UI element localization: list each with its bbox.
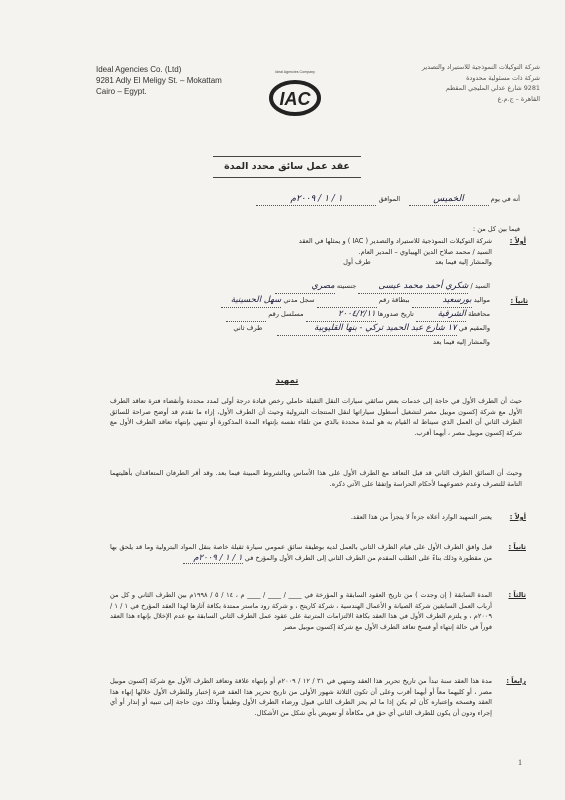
- second-party-block: [135, 280, 490, 349]
- clause-4-text: مدة هذا العقد سنة تبدأ من تاريخ تحرير هذا العقد وتنتهي في ٣١ / ١٢ / ٢٠٠٩م أو بإنتهاء علاقة وتعاقد الطرف الأول مع شركة إكسون موبيل مصر ، أو كليهما معاً أو أيهما أقرب وعلى أن تكون الثلاثة شهور الأولى من تاريخ تحرير هذا العقد فترة إختبار وللطرف الأول خلالها إنهاء هذا العقد وفسخه وإعتباره كأن لم يكن إذا ما لم يحز الطرف الثاني قبول ورضاء الطرف الأول وظيفياً وذلك دون حاجة إلى تنبيه أو إنذار أو أي إجراء ودون أن يكون للطرف الثاني أي حق في مكافأة أو تعويض بأي شكل من الأشكال.: [110, 677, 492, 717]
- gov-value: الشرقية: [416, 308, 466, 322]
- serial-value-blank: [226, 308, 266, 322]
- clause-4-number: رابعاً :: [506, 677, 526, 685]
- record-value: سهل الحسينية: [221, 294, 281, 308]
- intro-line: [150, 194, 520, 206]
- second-party-number: ثانياً :: [510, 297, 528, 305]
- clause-1-number: أولاً :: [509, 513, 526, 521]
- clause-1-text: يعتبر التمهيد الوارد أعلاه جزءاً لا يتجزأ من هذا العقد.: [350, 513, 492, 521]
- first-party-number: أولاً :: [509, 237, 526, 245]
- second-party-address-row: [135, 322, 490, 336]
- clause-2-block: [110, 542, 492, 564]
- issue-label: تاريخ صدورها: [377, 310, 414, 318]
- born-value: بورسعيد: [412, 294, 472, 308]
- first-party-name: شركة التوكيلات النموذجية للاستيراد والتصدير ( IAC ) و يمثلها في العقد: [298, 237, 492, 245]
- day-label: أنه في يوم: [490, 195, 520, 203]
- preamble-paragraph-2: وحيث أن السائق الطرف الثاني قد قبل التعاقد مع الطرف الأول على هذا الأساس وبالشروط المبينة فيما بعد. وقد أقر الطرفان المتعاقدان بأهليتهما التامة للتصرف وعدم خضوعهما لأحكام الحراسة وإتفقا على الآتي ذكره.: [110, 469, 522, 488]
- page-title: عقد عمل سائق محدد المدة: [224, 161, 350, 172]
- nationality-value: مصري: [275, 280, 335, 294]
- second-party-gov-row: [135, 308, 490, 322]
- first-party-label: طرف أول: [343, 258, 371, 266]
- second-party-birth-row: [135, 294, 490, 308]
- date-value: ١ / ١ / ٢٠٠٩م: [256, 194, 376, 206]
- company-name-en: Ideal Agencies Co. (Ltd): [96, 65, 182, 74]
- name-label: السيد /: [470, 282, 490, 290]
- first-party-representative: السيد / محمد صلاح الدين الهيباوي – المدير العام.: [358, 247, 492, 256]
- serial-label: مسلسل رقم: [268, 310, 304, 318]
- address-label: والمقيم في: [458, 324, 490, 332]
- clause-3-text: المدة السابقة ( إن وجدت ) من تاريخ العقود السابقة و المؤرخة في ____ / ____ / ____ م ، ١٤ / ٥ / ١٩٩٨م بين الطرف الثاني و كل من أرباب العمل السابقين شركة الصيانة و الأعمال الهندسية ، شركة كاريتج ، و شركة رود ماستر ممتدة بكافة آثارها لهذا العقد المؤرخ في ١ / ١ / ٢٠٠٩م ، و يلتزم الطرف الأول في هذا العقد بكافة الالتزامات المترتبة على عقود عمل الطرف الثاني السابقة مع عدم الإخلال بإنهاء هذا العقد فوراً في حالة إنتهاء أو فسخ تعاقد الطرف الأول مع شركة إكسون موبيل مصر: [110, 591, 493, 631]
- clause-2-text: قبل وافق الطرف الأول على قيام الطرف الثاني بالعمل لديه بوظيفة سائق عمومي سيارة ثقيلة خاصة بنقل المواد البترولية وما قد يلحق بها من مقطورة وذلك بناءً على الطلب المقدم من الطرف الثاني إلى الطرف الأول والمؤرخ في: [110, 543, 492, 562]
- born-label: مواليد: [473, 296, 490, 304]
- letterhead-arabic: [380, 62, 540, 104]
- day-value: الخميس: [409, 194, 489, 206]
- company-address-en: 9281 Adly El Meligy St. – Mokattam: [96, 76, 222, 85]
- id-label: ببطاقة رقم: [378, 296, 410, 304]
- first-party-reference: والمشار إليه فيما بعد: [434, 258, 492, 266]
- company-name-ar: شركة التوكيلات النموذجية للاستيراد والتصدير: [421, 63, 540, 71]
- logo-mark-icon: [266, 76, 324, 124]
- between-line: فيما بين كل من :: [472, 225, 520, 233]
- page-number: 1: [518, 758, 522, 767]
- second-party-label: طرف ثاني: [233, 324, 263, 332]
- preamble-heading: تمهيد: [275, 376, 299, 386]
- company-type-ar: شركة ذات مسئولية محدودة: [466, 73, 540, 82]
- first-party-block: [140, 236, 492, 268]
- issue-value: ٢٠٠٤/٢/١١: [306, 308, 376, 322]
- letterhead-english: [96, 64, 266, 97]
- iac-logo: [266, 70, 324, 132]
- company-address-ar: 9281 شارع عدلي المليجي المقطم: [445, 84, 540, 92]
- address-value: ١٧ شارع عبد الحميد تركي - بنها القليوبية: [277, 322, 457, 336]
- date-label: الموافق: [378, 195, 401, 203]
- nationality-label: جنسيته: [336, 282, 357, 290]
- preamble-paragraph-1: حيث أن الطرف الأول في حاجة إلى خدمات بعض سائقي سيارات النقل الثقيلة حاملي رخص قيادة درجة أولى لمدد محددة وأنقضاء فترة تعاقد الطرف الأول مع شركة إكسون موبيل مصر لتشغيل أسطول سياراتها لنقل المنتجات البترولية وحيث أن الطرف الأول، إزاء ما تقدم قد أوضح صراحة للسائق الطرف الثاني أن العمل الذي سيناط له القيام به هو لمدة محددة بالذي من تلقاء نفسه بإنتهاء المدة المذكورة أو تنتهي بإنتهاء تعاقد الطرف الأول مع شركة إكسون موبيل مصر ، أيهما أقرب.: [110, 397, 522, 437]
- company-city-ar: القاهرة – ج.م.ع: [497, 94, 540, 103]
- title-box: [213, 156, 361, 178]
- record-label: سجل مدني: [283, 296, 315, 304]
- second-party-reference: والمشار إليه فيما بعد: [432, 338, 490, 346]
- second-party-name-row: [135, 280, 490, 294]
- clause-2-number: ثانياً :: [508, 543, 526, 551]
- clause-3-number: ثالثاً :: [508, 591, 526, 599]
- name-value: شكري أحمد محمد عيسى: [358, 280, 468, 294]
- clause-2-date: ١ / ١ / ٢٠٠٩م: [183, 553, 243, 565]
- gov-label: محافظة: [468, 310, 490, 318]
- logo-text: IAC: [279, 89, 311, 109]
- company-city-en: Cairo – Egypt.: [96, 87, 147, 96]
- id-value-blank: [317, 294, 377, 308]
- logo-tagline: Ideal Agencies Company: [275, 70, 315, 74]
